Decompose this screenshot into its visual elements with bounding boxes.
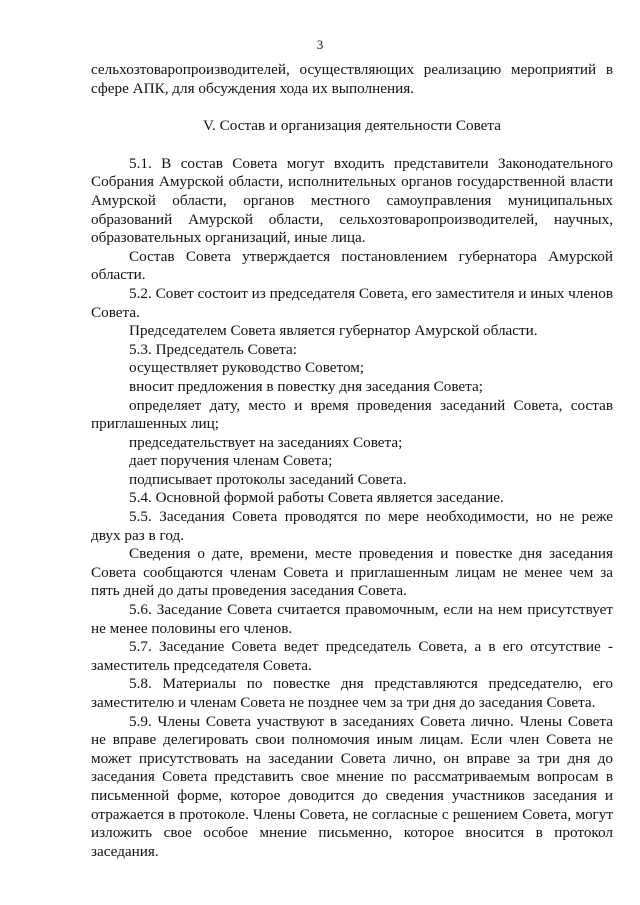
paragraph-5-8: 5.8. Материалы по повестке дня представляются председателю, его заместителю и членам Совета не позднее чем за три дня до заседания Совета. bbox=[91, 675, 613, 711]
list-item: определяет дату, место и время проведения заседаний Совета, состав приглашенных лиц; bbox=[91, 396, 613, 433]
paragraph: Состав Совета утверждается постановлением губернатора Амурской области. bbox=[91, 247, 613, 284]
list-item: осуществляет руководство Советом; bbox=[129, 359, 365, 377]
paragraph: Сведения о дате, времени, месте проведения и повестке дня заседания Совета сообщаются членам Совета и приглашенным лицам не менее чем за пять дней до даты проведения заседания Совета. bbox=[91, 545, 613, 600]
list-item: дает поручения членам Совета; bbox=[129, 452, 333, 470]
paragraph-5-7: 5.7. Заседание Совета ведет председатель Совета, а в его отсутствие - заместитель председателя Совета. bbox=[91, 638, 613, 674]
paragraph-5-6: 5.6. Заседание Совета считается правомочным, если на нем присутствует не менее половины его членов. bbox=[91, 601, 613, 637]
list-item: вносит предложения в повестку дня заседания Совета; bbox=[129, 377, 483, 395]
paragraph-5-3: 5.3. Председатель Совета: bbox=[129, 340, 297, 358]
page-number: 3 bbox=[316, 37, 324, 52]
paragraph-5-9: 5.9. Члены Совета участвуют в заседаниях Совета лично. Члены Совета не вправе делегировать свои полномочия иным лицам. Если член Совета не может присутствовать на заседании Совета лично, он вправе за три дня до заседания Совета представить свое мнение по рассматриваемым вопросам в письменной форме, которое доводится до сведения участников заседания и отражается в протоколе. Члены Совета, не согласные с решением Совета, могут изложить свое особое мнение письменно, которое вносится в протокол заседания. bbox=[91, 712, 613, 860]
list-item: председательствует на заседаниях Совета; bbox=[129, 433, 403, 451]
section-heading: V. Состав и организация деятельности Совета bbox=[203, 117, 501, 135]
list-item: подписывает протоколы заседаний Совета. bbox=[129, 470, 407, 488]
paragraph: Председателем Совета является губернатор Амурской области. bbox=[129, 322, 538, 340]
document-body bbox=[91, 61, 613, 861]
paragraph-5-4: 5.4. Основной формой работы Совета является заседание. bbox=[129, 489, 504, 507]
paragraph-continuation: сельхозтоваропроизводителей, осуществляющих реализацию мероприятий в сфере АПК, для обсуждения хода их выполнения. bbox=[91, 61, 613, 97]
paragraph-5-5: 5.5. Заседания Совета проводятся по мере необходимости, но не реже двух раз в год. bbox=[91, 508, 613, 544]
paragraph-5-1: 5.1. В состав Совета могут входить представители Законодательного Собрания Амурской области, исполнительных органов государственной власти Амурской области, органов местного самоуправления муниципальных образований Амурской области, сельхозтоваропроизводителей, научных, образовательных организаций, иные лица. bbox=[91, 154, 613, 247]
paragraph-5-2: 5.2. Совет состоит из председателя Совета, его заместителя и иных членов Совета. bbox=[91, 284, 613, 321]
